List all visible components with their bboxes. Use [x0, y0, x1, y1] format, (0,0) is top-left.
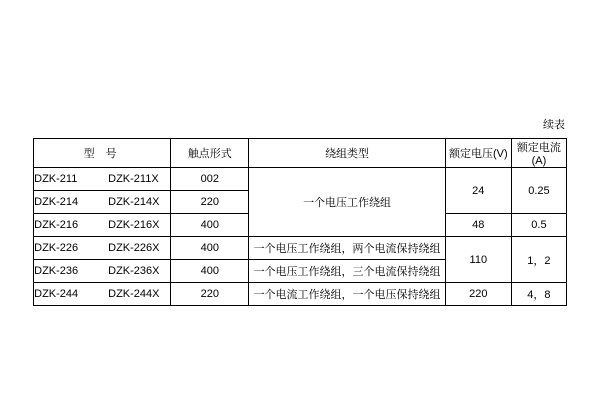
spec-table-container: [33, 138, 567, 306]
model-code-variant: DZK-211X: [108, 173, 159, 185]
relay-spec-table: [33, 138, 567, 306]
table-row: [34, 283, 567, 306]
cell-contact-form: 400: [171, 237, 249, 260]
cell-model: [34, 237, 171, 260]
model-code-primary: DZK-211: [34, 173, 78, 185]
cell-winding-type: 一个电压工作绕组: [249, 168, 445, 237]
model-code-variant: DZK-226X: [108, 242, 160, 254]
cell-winding-type: 一个电流工作绕组，一个电压保持绕组: [249, 283, 445, 306]
header-rated-voltage: 额定电压(V): [445, 139, 511, 168]
model-code-primary: DZK-214: [34, 196, 79, 208]
cell-contact-form: 002: [171, 168, 249, 191]
cell-model: [34, 283, 171, 306]
cell-rated-voltage: 110: [445, 237, 511, 283]
header-rated-current: 额定电流(A): [511, 139, 566, 168]
header-model-label: 型 号: [83, 148, 121, 160]
header-contact-form: 触点形式: [171, 139, 249, 168]
cell-model: [34, 260, 171, 283]
cell-winding-type: 一个电压工作绕组，三个电流保持绕组: [249, 260, 445, 283]
cell-contact-form: 400: [171, 214, 249, 237]
model-code-primary: DZK-226: [34, 242, 79, 254]
cell-rated-current: 1，2: [511, 237, 566, 283]
cell-model: [34, 214, 171, 237]
cell-contact-form: 220: [171, 191, 249, 214]
table-header: [34, 139, 567, 168]
cell-contact-form: 400: [171, 260, 249, 283]
cell-rated-current: 4，8: [511, 283, 566, 306]
cell-rated-voltage: 48: [445, 214, 511, 237]
cell-rated-current: 0.5: [511, 214, 566, 237]
header-winding-type: 绕组类型: [249, 139, 445, 168]
cell-contact-form: 220: [171, 283, 249, 306]
table-header-row: [34, 139, 567, 168]
cell-rated-voltage: 24: [445, 168, 511, 214]
cell-rated-current: 0.25: [511, 168, 566, 214]
model-code-variant: DZK-216X: [108, 219, 160, 231]
model-code-variant: DZK-214X: [108, 196, 160, 208]
cell-winding-type: 一个电压工作绕组，两个电流保持绕组: [249, 237, 445, 260]
model-code-primary: DZK-244: [34, 288, 79, 300]
cell-model: [34, 168, 171, 191]
cell-model: [34, 191, 171, 214]
table-row: [34, 237, 567, 260]
table-row: [34, 168, 567, 191]
model-code-primary: DZK-236: [34, 265, 79, 277]
header-model: [34, 139, 171, 168]
model-code-variant: DZK-244X: [108, 288, 160, 300]
model-code-variant: DZK-236X: [108, 265, 160, 277]
table-body: [34, 168, 567, 306]
cell-rated-voltage: 220: [445, 283, 511, 306]
model-code-primary: DZK-216: [34, 219, 79, 231]
continued-table-label: 续表: [543, 119, 565, 131]
